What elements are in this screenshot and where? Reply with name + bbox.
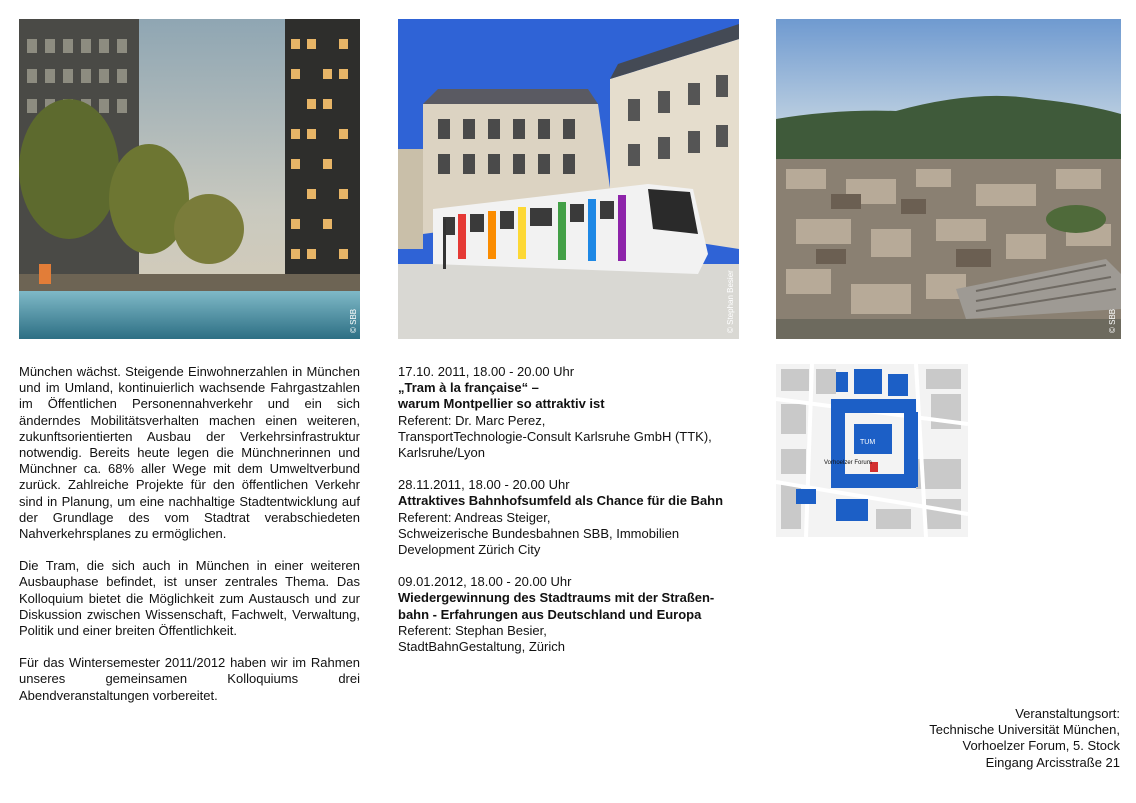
event-organization: Karlsruhe/Lyon: [398, 445, 485, 461]
event-list: [398, 364, 748, 671]
photo-zurich: [776, 19, 1121, 339]
intro-paragraph-2: Die Tram, die sich auch in München in einer weiteren Ausbauphase befindet, ist unser zentrales Thema. Das Kolloquium bietet die Möglichkeit zum Austausch und zur Diskussion zwischen Wissenschaft, Fachwelt, Verwaltung, Politik und einer breiten Öffentlichkeit.: [19, 558, 360, 639]
event-title: Wiedergewinnung des Stadtraums mit der Straßen-: [398, 590, 715, 606]
photo-tram: [398, 19, 739, 339]
map-label-forum: Vorhoelzer Forum: [824, 460, 872, 466]
venue-label: Veranstaltungsort:: [1015, 706, 1120, 721]
event-organization: StadtBahnGestaltung, Zürich: [398, 639, 565, 655]
event-title: „Tram à la française“ –: [398, 380, 539, 396]
event-speaker: Referent: Dr. Marc Perez,: [398, 412, 546, 428]
photo-munich: [19, 19, 360, 339]
event-organization: TransportTechnologie-Consult Karlsruhe GmbH (TTK),: [398, 428, 712, 444]
intro-text: [19, 364, 360, 720]
photo-credit: © SBB: [1108, 308, 1117, 333]
intro-paragraph-1: München wächst. Steigende Einwohnerzahlen in München und im Umland, kontinuierlich wachsende Fahrgastzahlen im Öffentlichen Personennahverkehr und ein sich änderndes Mobilitätsverhalten machen einen weiteren, zukunftsorientierten Ausbau der Verkehrsinfrastruktur notwendig. Bereits heute legen die Münchnerinnen und Münchner ca. 68% aller Wege mit dem Umweltverbund zurück. Zahlreiche Projekte für den öffentlichen Verkehr sind in Planung, um eine nachhaltige Stadtentwicklung auf der Grundlage des vom Stadtrat verabschiedeten Nahverkehrsplanes zu ermöglichen.: [19, 364, 360, 542]
event-date: 09.01.2012, 18.00 - 20.00 Uhr: [398, 574, 572, 590]
event-2: [398, 477, 748, 558]
event-organization: Development Zürich City: [398, 542, 541, 558]
photo-credit: © Stephan Besier: [726, 270, 735, 333]
event-title: warum Montpellier so attraktiv ist: [398, 396, 605, 412]
event-organization: Schweizerische Bundesbahnen SBB, Immobilien: [398, 525, 680, 541]
map-label-tum: TUM: [860, 439, 876, 446]
event-1: [398, 364, 748, 461]
event-speaker: Referent: Stephan Besier,: [398, 622, 547, 638]
event-title: bahn - Erfahrungen aus Deutschland und Europa: [398, 606, 702, 622]
venue-line: Vorhoelzer Forum, 5. Stock: [962, 738, 1120, 754]
event-3: [398, 574, 748, 655]
event-date: 17.10. 2011, 18.00 - 20.00 Uhr: [398, 364, 575, 379]
event-speaker: Referent: Andreas Steiger,: [398, 509, 551, 525]
photo-credit: © SBB: [349, 308, 358, 333]
venue-map: [776, 364, 968, 537]
intro-paragraph-3: Für das Wintersemester 2011/2012 haben wir im Rahmen unseres gemeinsamen Kolloquiums drei Abendveranstaltungen vorbereitet.: [19, 655, 360, 703]
venue-line: Eingang Arcisstraße 21: [985, 754, 1120, 770]
event-date: 28.11.2011, 18.00 - 20.00 Uhr: [398, 477, 570, 493]
venue-line: Technische Universität München,: [929, 722, 1120, 738]
event-title: Attraktives Bahnhofsumfeld als Chance für die Bahn: [398, 493, 724, 509]
venue-info: [929, 706, 1120, 771]
